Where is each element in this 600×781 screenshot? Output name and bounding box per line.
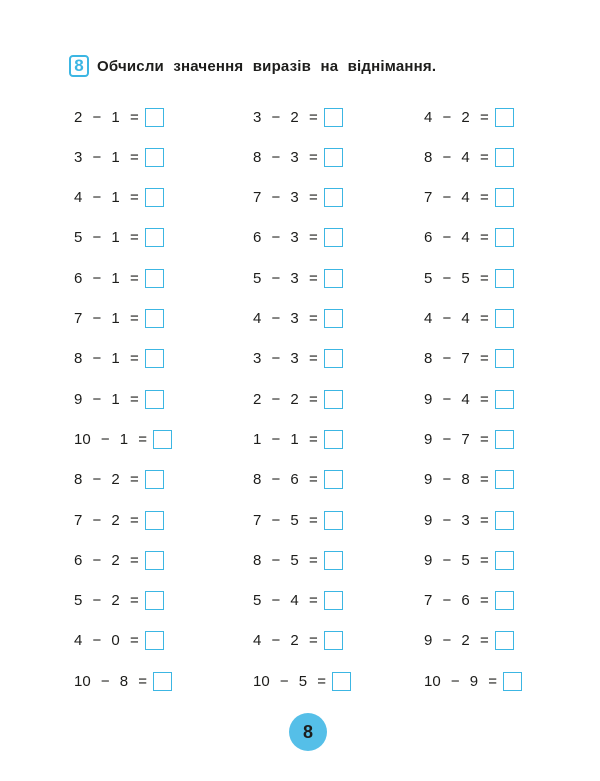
expression-text: 10 − 9 = bbox=[424, 672, 498, 690]
expression-text: 10 − 1 = bbox=[74, 430, 148, 448]
expression-text: 3 − 2 = bbox=[253, 108, 318, 126]
expression-text: 4 − 4 = bbox=[424, 310, 489, 327]
expression-text: 3 − 3 = bbox=[253, 350, 318, 368]
expression-row bbox=[424, 388, 514, 410]
expression-text: 6 − 2 = bbox=[74, 551, 139, 569]
answer-box[interactable] bbox=[324, 551, 343, 570]
expression-row bbox=[424, 308, 514, 330]
answer-box[interactable] bbox=[324, 430, 343, 449]
answer-box[interactable] bbox=[324, 188, 343, 207]
expression-text: 8 − 6 = bbox=[253, 471, 318, 489]
expression-row bbox=[253, 428, 343, 450]
expression-row bbox=[74, 388, 164, 410]
answer-box[interactable] bbox=[495, 349, 514, 368]
expression-text: 8 − 7 = bbox=[424, 350, 489, 368]
expression-row bbox=[74, 670, 172, 692]
answer-box[interactable] bbox=[495, 148, 514, 167]
expression-text: 7 − 6 = bbox=[424, 592, 489, 610]
expression-row bbox=[253, 227, 343, 249]
answer-box[interactable] bbox=[324, 228, 343, 247]
expression-row bbox=[253, 670, 351, 692]
expression-row bbox=[253, 630, 343, 652]
expression-row bbox=[424, 670, 522, 692]
expression-row bbox=[74, 308, 164, 330]
expression-row bbox=[424, 227, 514, 249]
expression-row bbox=[424, 146, 514, 168]
expression-text: 8 − 4 = bbox=[424, 148, 489, 166]
expression-row bbox=[424, 267, 514, 289]
expression-row bbox=[424, 549, 514, 571]
answer-box[interactable] bbox=[495, 390, 514, 409]
answer-box[interactable] bbox=[495, 591, 514, 610]
answer-box[interactable] bbox=[495, 108, 514, 127]
expression-row bbox=[253, 469, 343, 491]
answer-box[interactable] bbox=[153, 430, 172, 449]
task-number-badge: 8 bbox=[69, 55, 89, 77]
answer-box[interactable] bbox=[324, 108, 343, 127]
expression-text: 7 − 4 = bbox=[424, 189, 489, 207]
expression-text: 9 − 8 = bbox=[424, 471, 489, 489]
answer-box[interactable] bbox=[145, 228, 164, 247]
expression-row bbox=[424, 590, 514, 612]
expression-row bbox=[74, 106, 164, 128]
answer-box[interactable] bbox=[324, 470, 343, 489]
expression-row bbox=[74, 267, 164, 289]
answer-box[interactable] bbox=[324, 591, 343, 610]
expression-text: 10 − 8 = bbox=[74, 672, 148, 690]
expression-text: 9 − 7 = bbox=[424, 430, 489, 448]
expression-row bbox=[424, 348, 514, 370]
answer-box[interactable] bbox=[495, 269, 514, 288]
expression-row bbox=[253, 549, 343, 571]
expression-text: 9 − 2 = bbox=[424, 632, 489, 650]
expression-text: 4 − 0 = bbox=[74, 632, 139, 650]
answer-box[interactable] bbox=[324, 511, 343, 530]
expression-row bbox=[424, 187, 514, 209]
expression-text: 5 − 3 = bbox=[253, 269, 318, 287]
expression-text: 9 − 1 = bbox=[74, 390, 139, 408]
answer-box[interactable] bbox=[495, 551, 514, 570]
answer-box[interactable] bbox=[145, 631, 164, 650]
expression-text: 4 − 2 = bbox=[424, 108, 489, 126]
expression-row bbox=[253, 267, 343, 289]
expression-text: 4 − 3 = bbox=[253, 310, 318, 327]
expression-text: 5 − 4 = bbox=[253, 592, 318, 610]
answer-box[interactable] bbox=[145, 188, 164, 207]
answer-box[interactable] bbox=[145, 591, 164, 610]
expression-text: 6 − 3 = bbox=[253, 229, 318, 247]
expression-row bbox=[74, 590, 164, 612]
expression-row bbox=[74, 509, 164, 531]
expression-row bbox=[74, 428, 172, 450]
expression-text: 6 − 1 = bbox=[74, 269, 139, 287]
page-number-badge: 8 bbox=[289, 713, 327, 751]
answer-box[interactable] bbox=[324, 148, 343, 167]
answer-box[interactable] bbox=[324, 349, 343, 368]
expression-text: 2 − 1 = bbox=[74, 108, 139, 126]
expression-row bbox=[253, 308, 343, 330]
answer-box[interactable] bbox=[324, 631, 343, 650]
expression-row bbox=[253, 509, 343, 531]
expression-row bbox=[74, 187, 164, 209]
answer-box[interactable] bbox=[145, 108, 164, 127]
expression-text: 8 − 2 = bbox=[74, 471, 139, 489]
expression-text: 5 − 2 = bbox=[74, 592, 139, 610]
answer-box[interactable] bbox=[145, 511, 164, 530]
expression-text: 7 − 2 = bbox=[74, 511, 139, 529]
answer-box[interactable] bbox=[495, 309, 514, 328]
expression-row bbox=[74, 146, 164, 168]
expression-row bbox=[74, 630, 164, 652]
answer-box[interactable] bbox=[324, 390, 343, 409]
expression-row bbox=[253, 388, 343, 410]
expression-text: 9 − 3 = bbox=[424, 511, 489, 529]
expression-row bbox=[74, 348, 164, 370]
expression-text: 9 − 4 = bbox=[424, 390, 489, 408]
expression-text: 7 − 1 = bbox=[74, 310, 139, 327]
expression-row bbox=[424, 469, 514, 491]
answer-box[interactable] bbox=[503, 672, 522, 691]
answer-box[interactable] bbox=[495, 430, 514, 449]
answer-box[interactable] bbox=[153, 672, 172, 691]
expression-text: 5 − 5 = bbox=[424, 269, 489, 287]
answer-box[interactable] bbox=[495, 511, 514, 530]
expression-text: 8 − 1 = bbox=[74, 350, 139, 368]
expression-text: 3 − 1 = bbox=[74, 148, 139, 166]
expression-text: 6 − 4 = bbox=[424, 229, 489, 247]
answer-box[interactable] bbox=[145, 470, 164, 489]
expression-text: 7 − 3 = bbox=[253, 189, 318, 207]
expression-row bbox=[424, 509, 514, 531]
expression-text: 7 − 5 = bbox=[253, 511, 318, 529]
expression-row bbox=[74, 227, 164, 249]
answer-box[interactable] bbox=[145, 148, 164, 167]
answer-box[interactable] bbox=[324, 269, 343, 288]
expression-row bbox=[253, 187, 343, 209]
expression-row bbox=[253, 106, 343, 128]
expression-row bbox=[424, 630, 514, 652]
expression-text: 4 − 1 = bbox=[74, 189, 139, 207]
expression-row bbox=[253, 348, 343, 370]
answer-box[interactable] bbox=[145, 551, 164, 570]
answer-box[interactable] bbox=[145, 390, 164, 409]
answer-box[interactable] bbox=[495, 470, 514, 489]
answer-box[interactable] bbox=[145, 269, 164, 288]
expression-row bbox=[424, 428, 514, 450]
expression-row bbox=[253, 146, 343, 168]
expression-text: 2 − 2 = bbox=[253, 390, 318, 408]
answer-box[interactable] bbox=[145, 349, 164, 368]
answer-box[interactable] bbox=[495, 188, 514, 207]
expression-row bbox=[74, 549, 164, 571]
expression-text: 1 − 1 = bbox=[253, 430, 318, 448]
expression-text: 4 − 2 = bbox=[253, 632, 318, 650]
expression-text: 8 − 3 = bbox=[253, 148, 318, 166]
expression-text: 8 − 5 = bbox=[253, 551, 318, 569]
expression-text: 5 − 1 = bbox=[74, 229, 139, 247]
answer-box[interactable] bbox=[495, 228, 514, 247]
answer-box[interactable] bbox=[495, 631, 514, 650]
expression-text: 9 − 5 = bbox=[424, 551, 489, 569]
expression-row bbox=[74, 469, 164, 491]
expression-row bbox=[253, 590, 343, 612]
expression-text: 10 − 5 = bbox=[253, 672, 327, 690]
answer-box[interactable] bbox=[324, 309, 343, 328]
answer-box[interactable] bbox=[145, 309, 164, 328]
expression-row bbox=[424, 106, 514, 128]
task-instruction: Обчисли значення виразів на віднімання. bbox=[97, 57, 437, 75]
answer-box[interactable] bbox=[332, 672, 351, 691]
